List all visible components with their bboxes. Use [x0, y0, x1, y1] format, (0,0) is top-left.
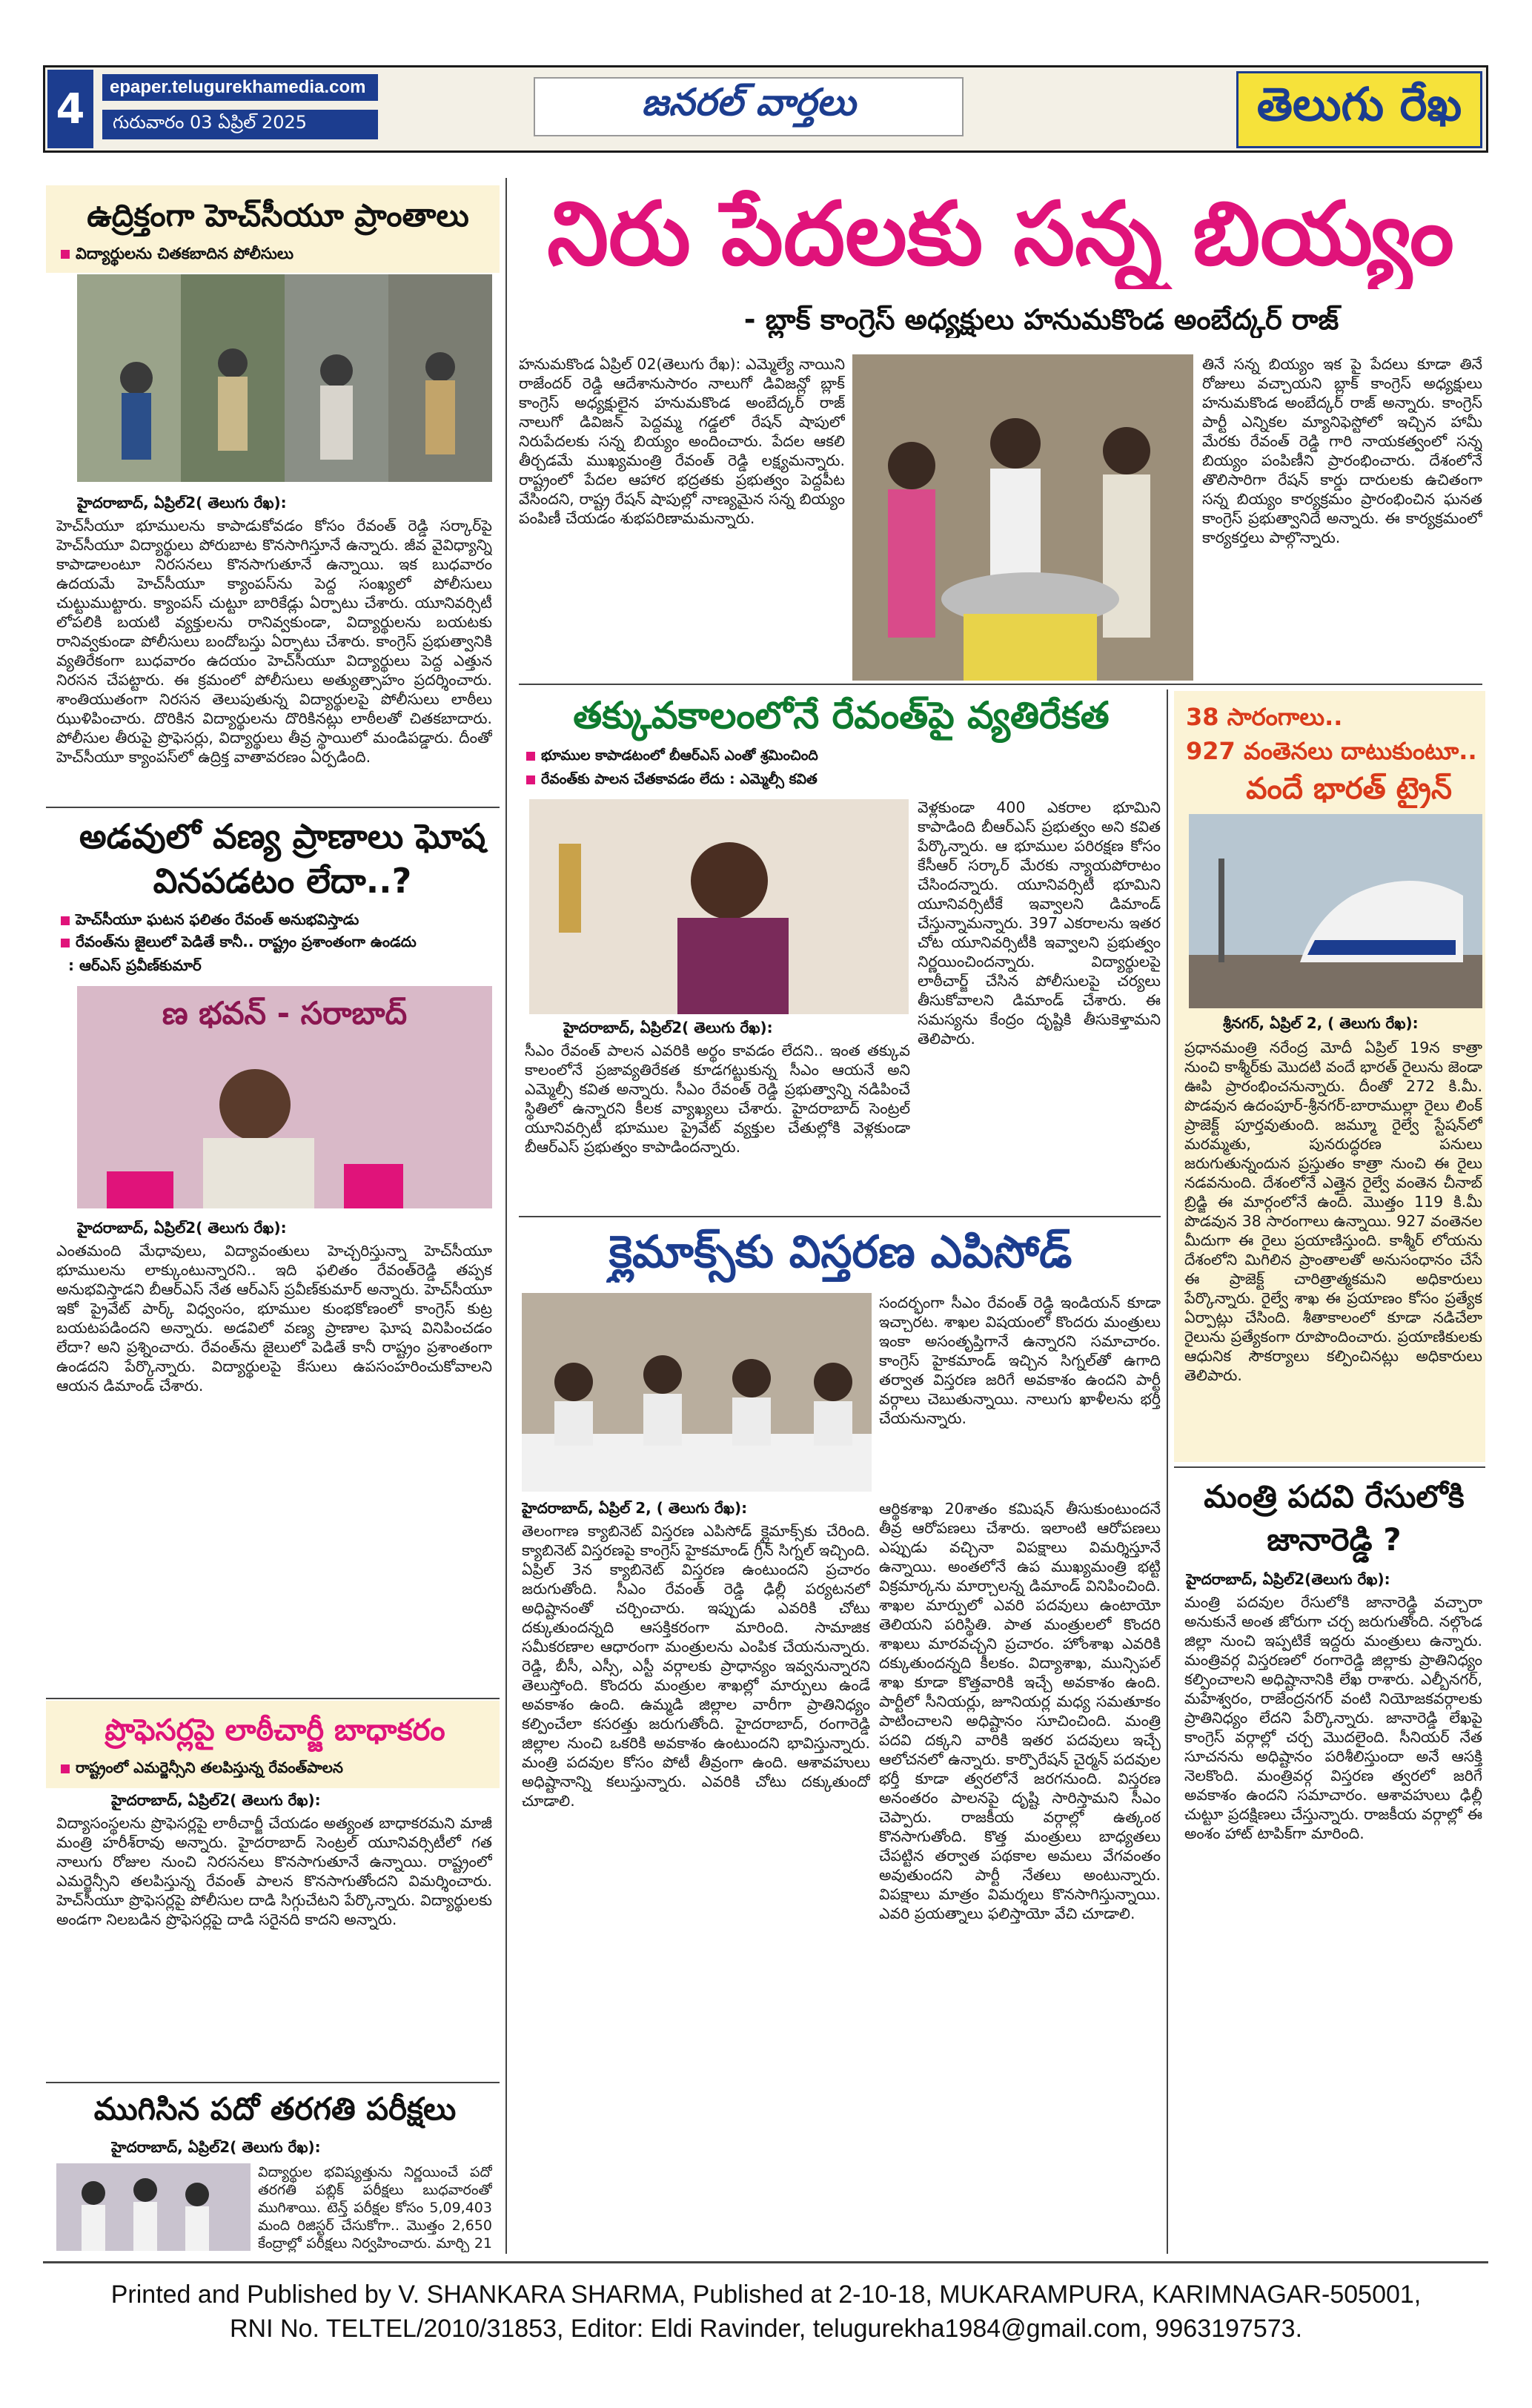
story6-kicker-2: 927 వంతెనలు దాటుకుంటూ.. — [1186, 737, 1477, 765]
story6-body: ప్రధానమంత్రి నరేంద్ర మోదీ ఏప్రిల్ 19న కాత్రా నుంచి కాశ్మీర్‌కు మొదటి వందే భారత్ రైలును జెండా ఊపి ప్రారంభించనున్నారు. దీంతో 272 కి.మీ. పొడవున ఉదంపూర్-శ్రీనగర్-బారాముల్లా రైలు లింక్ ప్రాజెక్ట్ పూర్తవుతుంది. జమ్మూ రైల్వే స్టేషన్‌లో మరమ్మతు, పునరుద్ధరణ పనులు జరుగుతున్నందున ప్రస్తుతం కాత్రా నుంచి ఈ రైలు నడవనుంది. దేశంలోనే ఎత్తైన రైల్వే వంతెన చీనాబ్ బ్రిడ్జి ఈ మార్గంలోనే ఉంది. మొత్తం 119 కి.మీ పొడవున 38 సారంగాలు ఉన్నాయి. 927 వంతెనల మీదుగా ఈ రైలు ప్రయాణిస్తుంది. కాశ్మీర్ లోయను దేశంలోని మిగిలిన ప్రాంతాలతో అనుసంధానం చేసే ఈ ప్రాజెక్ట్ చారిత్రాత్మకమని అధికారులు పేర్కొన్నారు. రైల్వే శాఖ ఈ ప్రయాణం కోసం ప్రత్యేక ఏర్పాట్లు చేసింది. శీతాకాలంలో కూడా నడిచేలా రైలును ప్రత్యేకంగా రూపొందించారు. ప్రయాణికులకు ఆధునిక సౌకర్యాలు కల్పించినట్లు అధికారులు తెలిపారు. — [1184, 1039, 1482, 1384]
story-divider — [519, 684, 1482, 685]
photo-banner-text: ణ భవన్ - సరాబాద్ — [162, 995, 408, 1031]
bullet-icon — [526, 752, 535, 761]
lead-subhead: - బ్లాక్ కాంగ్రెస్ అధ్యక్షులు హనుమకొండ అంబేద్కర్ రాజ్ — [743, 303, 1339, 336]
story8-body: తెలంగాణ క్యాబినెట్ విస్తరణ ఎపిసోడ్ క్లైమాక్స్‌కు చేరింది. క్యాబినెట్ విస్తరణపై కాంగ్రెస్ హైకమాండ్ గ్రీన్ సిగ్నల్ ఇచ్చింది. ఏప్రిల్ 3న క్యాబినెట్ విస్తరణ ఉంటుందని ప్రచారం జరుగుతోంది. సీఎం రేవంత్ రెడ్డి ఢిల్లీ పర్యటనలో అధిష్టానంతో చర్చించారు. ఇప్పుడు ఎవరికి చోటు దక్కుతుందన్నది ఆసక్తికరంగా మారింది. సామాజిక సమీకరణాల ఆధారంగా మంత్రులను ఎంపిక చేయనున్నారు. రెడ్డి, బీసీ, ఎస్సీ, ఎస్టీ వర్గాలకు ప్రాధాన్యం ఇవ్వనున్నారని తెలుస్తోంది. కొందరు మంత్రుల శాఖల్లో మార్పులు ఉండే అవకాశం ఉంది. ఉమ్మడి జిల్లాల వారీగా ప్రాతినిధ్యం కల్పించేలా కసరత్తు జరుగుతోంది. హైదరాబాద్, రంగారెడ్డి జిల్లాల నుంచి ఒకరికి అవకాశం ఉంటుందని భావిస్తున్నారు. మంత్రి పదవుల కోసం పోటీ తీవ్రంగా ఉంది. ఆశావహులు అధిష్టానాన్ని కలుస్తున్నారు. ఎవరికి చోటు దక్కుతుందో చూడాలి. — [522, 1522, 870, 1810]
story6-headline: వందే భారత్ ట్రైన్ — [1246, 772, 1452, 806]
page-number: 4 — [47, 70, 93, 148]
story3-headline: ప్రొఫెసర్లపై లాఠీచార్జీ బాధాకరం — [105, 1713, 445, 1747]
story4-photo — [56, 2163, 251, 2251]
footer-rule — [43, 2261, 1488, 2263]
lead-body-left: హనుమకొండ ఏప్రిల్ 02(తెలుగు రేఖ): ఎమ్మెల్యే నాయిని రాజేందర్ రెడ్డి ఆదేశానుసారం నాలుగో డివిజన్లో బ్లాక్ కాంగ్రెస్ అధ్యక్షులైన హనుమకొండ అంబేద్కర్ రాజ్ నాలుగో డివిజన్ పెద్దమ్మ గడ్డలో రేషన్ షాపులో నిరుపేదలకు సన్న బియ్యం అందించారు. పేదల ఆకలి తీర్చడమే ముఖ్యమంత్రి రేవంత్ రెడ్డి లక్ష్యమన్నారు. రాష్ట్రంలో పేదల ఆహార భద్రతకు ప్రభుత్వం పెద్దపీట వేసిందని, రాష్ట్ర రేషన్ షాపుల్లో నాణ్యమైన సన్న బియ్యం పంపిణీ చేయడం శుభపరిణామమన్నారు. — [519, 355, 845, 527]
speaker-illustration — [77, 986, 492, 1208]
story3-subhead: రాష్ట్రంలో ఎమర్జెన్సీని తలపిస్తున్న రేవంత్‌పాలన — [61, 1759, 498, 1779]
cabinet-meeting-illustration — [522, 1293, 872, 1492]
story4-dateline: హైదరాబాద్, ఏప్రిల్2( తెలుగు రేఖ): — [111, 2138, 321, 2156]
story5-subhead-1: భూముల కాపాడటంలో బీఆర్ఎస్ ఎంతో శ్రమించింది — [526, 747, 912, 768]
story2-dateline: హైదరాబాద్, ఏప్రిల్2( తెలుగు రేఖ): — [77, 1219, 287, 1237]
issue-date: గురువారం 03 ఏప్రిల్ 2025 — [102, 110, 378, 139]
bullet-icon — [61, 916, 70, 925]
column-rule — [505, 178, 507, 2254]
story3-body: విద్యాసంస్థలను ప్రొఫెసర్లపై లాఠీచార్జీ చేయడం అత్యంత బాధాకరమని మాజీ మంత్రి హరీశ్‌రావు అన్నారు. హైదరాబాద్ సెంట్రల్ యూనివర్సిటీలో గత నాలుగు రోజుల నుంచి నిరసనలు కొనసాగుతూనే ఉన్నాయి. రాష్ట్రంలో ఎమర్జెన్సీని తలపిస్తున్న రేవంత్ పాలన కొనసాగుతోందని విమర్శించారు. హెచ్‌సీయూ ప్రొఫెసర్లపై పోలీసుల దాడి సిగ్గుచేటని పేర్కొన్నారు. విద్యార్థులకు అండగా నిలబడిన ప్రొఫెసర్లపై దాడి సరైనది కాదని అన్నారు. — [56, 1814, 492, 1928]
imprint-line-2: RNI No. TELTEL/2010/31853, Editor: Eldi Ravinder, telugurekha1984@gmail.com, 9963197573. — [229, 2315, 1303, 2343]
story5-photo — [529, 799, 909, 1014]
story2-byline: : ఆర్ఎస్ ప్రవీణ్‌కుమార్ — [68, 956, 202, 974]
students-illustration — [56, 2163, 251, 2251]
story1-photo — [77, 274, 492, 482]
rice-distribution-illustration — [852, 354, 1193, 681]
vande-bharat-train-illustration — [1189, 814, 1482, 1008]
story5-dateline: హైదరాబాద్, ఏప్రిల్2( తెలుగు రేఖ): — [563, 1019, 773, 1036]
bullet-icon — [61, 1764, 70, 1773]
story6-kicker-1: 38 సారంగాలు.. — [1186, 703, 1343, 731]
story1-headline: ఉద్రిక్తంగా హెచ్‌సీయూ ప్రాంతాలు — [87, 197, 469, 234]
lead-body-right: తినే సన్న బియ్యం ఇక పై పేదలు కూడా తినే రోజులు వచ్చాయని బ్లాక్ కాంగ్రెస్ అధ్యక్షులు హనుమకొండ అంబేద్కర్ రాజ్ అన్నారు. కాంగ్రెస్ పార్టీ ఎన్నికల మ్యానిఫెస్టోలో ఇచ్చిన హామీ మేరకు రేవంత్ రెడ్డి గారి నాయకత్వంలో సన్న బియ్యం పంపిణీని ప్రారంభించారు. దేశంలోనే తొలిసారిగా రేషన్ కార్డు దారులకు ఉచితంగా సన్న బియ్యం కార్యక్రమం ప్రారంభించిన ఘనత కాంగ్రెస్ ప్రభుత్వానిదే అన్నారు. ఈ కార్యక్రమంలో కార్యకర్తలు పాల్గొన్నారు. — [1202, 355, 1482, 546]
imprint-footer — [0, 2278, 1532, 2346]
lead-headline: నిరు పేదలకు సన్న బియ్యం — [547, 182, 1454, 285]
story5-body-right: వెళ్లకుండా 400 ఎకరాల భూమిని కాపాడింది బీఆర్ఎస్ ప్రభుత్వం అని కవిత పేర్కొన్నారు. ఆ భూముల పరిరక్షణ కోసం కేసీఆర్ సర్కార్ మేరకు న్యాయపోరాటం చేసిందన్నారు. యూనివర్సిటీ భూమిని యూనివర్సిటీకే ఇవ్వాలని డిమాండ్ చేస్తున్నామన్నారు. 397 ఎకరాలను ఇతర చోట యూనివర్సిటీకి ఇవ్వాలని ప్రభుత్వం నిర్ణయించిందన్నారు. విద్యార్థులపై లాఠీచార్జ్ చేసిన పోలీసులపై చర్యలు తీసుకోవాలని డిమాండ్ చేశారు. ఈ సమస్యను కేంద్రం దృష్టికి తీసుకెళ్తామని తెలిపారు. — [918, 798, 1161, 1048]
story6-photo — [1189, 814, 1482, 1008]
story-divider — [46, 1698, 500, 1699]
story8-dateline: హైదరాబాద్, ఏప్రిల్ 2, ( తెలుగు రేఖ): — [522, 1499, 748, 1517]
story8-body-right: ఆర్థికశాఖ 20శాతం కమిషన్ తీసుకుంటుందనే తీవ్ర ఆరోపణలు చేశారు. ఇలాంటి ఆరోపణలు ఎప్పుడు వచ్చినా విపక్షాలు విమర్శిస్తూనే ఉన్నాయి. అంతలోనే ఉప ముఖ్యమంత్రి భట్టి విక్రమార్కను మార్చాలన్న డిమాండ్ వినిపించింది. శాఖల మార్పులో ఎవరి పదవులు ఉంటాయో తెలియని పరిస్థితి. పాత మంత్రులలో కొందరి శాఖలు మారవచ్చని ప్రచారం. హోంశాఖ ఎవరికి దక్కుతుందన్నది కీలకం. విద్యాశాఖ, మున్సిపల్ శాఖ కూడా కొత్తవారికి ఇచ్చే అవకాశం ఉంది. పార్టీలో సీనియర్లు, జూనియర్ల మధ్య సమతూకం పాటించాలని అధిష్టానం సూచించింది. మంత్రి పదవి దక్కని వారికి ఇతర పదవులు ఇచ్చే ఆలోచనలో ఉన్నారు. కార్పొరేషన్ చైర్మన్ పదవుల భర్తీ కూడా త్వరలోనే జరగనుంది. విస్తరణ అనంతరం పాలనపై దృష్టి సారిస్తామని సీఎం చెప్పారు. రాజకీయ వర్గాల్లో ఉత్కంఠ కొనసాగుతోంది. కొత్త మంత్రులు బాధ్యతలు చేపట్టిన తర్వాత పథకాల అమలు వేగవంతం అవుతుందని పార్టీ నేతలు అంటున్నారు. విపక్షాలు మాత్రం విమర్శలు కొనసాగిస్తున్నాయి. ఎవరి ప్రయత్నాలు ఫలిస్తాయో వేచి చూడాలి. — [879, 1500, 1161, 1922]
story7-dateline: హైదరాబాద్, ఏప్రిల్2(తెలుగు రేఖ): — [1186, 1570, 1390, 1588]
newspaper-logo: తెలుగు రేఖ — [1236, 71, 1482, 148]
story1-subhead: విద్యార్థులను చితకబాదిన పోలీసులు — [61, 245, 498, 267]
story-divider — [1174, 1466, 1485, 1468]
imprint-line-1: Printed and Published by V. SHANKARA SHARMA, Published at 2-10-18, MUKARAMPURA, KARIMNAGAR-505001, — [110, 2280, 1422, 2309]
story2-subhead-2: రేవంత్‌ను జైలులో పెడితే కానీ.. రాష్ట్రం ప్రశాంతంగా ఉండదు — [61, 933, 498, 953]
bullet-icon — [61, 250, 70, 259]
story4-body: విద్యార్థుల భవిష్యత్తును నిర్ణయించే పదో తరగతి పబ్లిక్ పరీక్షలు బుధవారంతో ముగిశాయి. టెన్త్ పరీక్షల కోసం 5,09,403 మంది రిజిస్టర్ చేసుకోగా.. మొత్తం 2,650 కేంద్రాల్లో పరీక్షలు నిర్వహించారు. మార్చి 21 — [258, 2164, 492, 2252]
kavitha-illustration — [529, 799, 909, 1014]
story5-subhead-2: రేవంత్‌కు పాలన చేతకావడం లేదు : ఎమ్మెల్సీ కవిత — [526, 771, 912, 792]
bullet-icon — [526, 775, 535, 784]
section-title: జనరల్ వార్తలు — [534, 77, 964, 136]
story3-dateline: హైదరాబాద్, ఏప్రిల్2( తెలుగు రేఖ): — [111, 1791, 321, 1809]
story8-photo — [522, 1293, 872, 1492]
story-divider — [46, 2082, 500, 2083]
story4-headline: ముగిసిన పదో తరగతి పరీక్షలు — [93, 2091, 457, 2127]
story1-dateline: హైదరాబాద్, ఏప్రిల్2( తెలుగు రేఖ): — [77, 494, 287, 512]
story1-body: హెచ్‌సీయూ భూములను కాపాడుకోవడం కోసం రేవంత్ రెడ్డి సర్కార్‌పై హెచ్‌సీయూ విద్యార్థులు పోరుబాట కొనసాగిస్తూనే ఉన్నారు. జీవ వైవిధ్యాన్ని కాపాడాలంటూ నిరసనలు కొనసాగుతూనే ఉన్నాయి. ఇక బుధవారం ఉదయమే హెచ్‌సీయూ క్యాంపస్‌ను పెద్ద సంఖ్యలో పోలీసులు చుట్టుముట్టారు. క్యాంపస్ చుట్టూ బారికేడ్లు ఏర్పాటు చేశారు. యూనివర్సిటీ లోపలికి బయటి వ్యక్తులను రానివ్వకుండా, విద్యార్థులను బయటకు రానివ్వకుండా పోలీసులు బందోబస్తు ఏర్పాటు చేశారు. కాంగ్రెస్ ప్రభుత్వానికి వ్యతిరేకంగా బుధవారం ఉదయం హెచ్‌సీయూ విద్యార్థులు పెద్ద ఎత్తున నిరసన చేపట్టారు. ఈ క్రమంలో పోలీసులు అత్యుత్సాహం ప్రదర్శించారు. శాంతియుతంగా నిరసన తెలుపుతున్న విద్యార్థులపై పోలీసులు లాఠీలు ఝుళిపించారు. దొరికిన విద్యార్థులను దొరికినట్లు లాఠీలతో చితకబాదారు. పోలీసుల తీరుపై ప్రొఫెసర్లు, విద్యార్థులు తీవ్ర స్థాయిలో మండిపడ్డారు. దీంతో హెచ్‌సీయూ క్యాంపస్‌లో ఉద్రిక్త వాతావరణం ఏర్పడింది. — [56, 517, 492, 766]
protest-photo-illustration — [77, 274, 492, 482]
story5-headline: తక్కువకాలంలోనే రేవంత్‌పై వ్యతిరేకత — [573, 694, 1110, 737]
story2-subhead-1: హెచ్‌సీయూ ఘటన ఫలితం రేవంత్ అనుభవిస్తాడు — [61, 910, 498, 931]
story7-body: మంత్రి పదవుల రేసులోకి జానారెడ్డి వచ్చారా అనుకునే అంత జోరుగా చర్చ జరుగుతోంది. నల్గొండ జిల్లా నుంచి ఇప్పటికే ఇద్దరు మంత్రులు ఉన్నారు. మంత్రివర్గ విస్తరణలో రంగారెడ్డి జిల్లాకు ప్రాతినిధ్యం కల్పించాలని అధిష్టానానికి లేఖ రాశారు. ఎల్బీనగర్, మహేశ్వరం, రాజేంద్రనగర్ వంటి నియోజకవర్గాలకు ప్రాతినిధ్యం లేదని పేర్కొన్నారు. జానారెడ్డి లేఖపై కాంగ్రెస్ వర్గాల్లో చర్చ మొదలైంది. సీనియర్ నేత సూచనను అధిష్టానం పరిశీలిస్తుందా అనే ఆసక్తి నెలకొంది. మంత్రివర్గ విస్తరణ త్వరలో జరిగే అవకాశం ఉందని సమాచారం. ఆశావహులు ఢిల్లీ చుట్టూ ప్రదక్షిణలు చేస్తున్నారు. రాజకీయ వర్గాల్లో ఈ అంశం హాట్ టాపిక్‌గా మారింది. — [1184, 1593, 1482, 1842]
lead-photo — [852, 354, 1193, 681]
story7-headline: మంత్రి పదవి రేసులోకి జానారెడ్డి ? — [1204, 1478, 1465, 1558]
story6-dateline: శ్రీనగర్, ఏప్రిల్ 2, ( తెలుగు రేఖ): — [1223, 1014, 1419, 1032]
story-divider — [519, 1216, 1161, 1217]
bullet-icon — [61, 939, 70, 947]
site-url-link[interactable]: epaper.telugurekhamedia.com — [102, 74, 378, 101]
story8-body-right-top: సందర్భంగా సీఎం రేవంత్ రెడ్డి ఇండియన్ కూడా ఇచ్చారట. శాఖల విషయంలో కొందరు మంత్రులు ఇంకా అసంతృప్తిగానే ఉన్నారని సమాచారం. కాంగ్రెస్ హైకమాండ్ ఇచ్చిన సిగ్నల్‌తో ఉగాది తర్వాత విస్తరణ జరిగే అవకాశం ఉందని పార్టీ వర్గాలు చెబుతున్నాయి. నాలుగు ఖాళీలను భర్తీ చేయనున్నారు. — [879, 1294, 1161, 1427]
column-rule — [1167, 689, 1168, 2254]
story2-photo — [77, 986, 492, 1208]
story8-headline: క్లైమాక్స్‌కు విస్తరణ ఎపిసోడ్ — [609, 1226, 1072, 1278]
story2-body: ఎంతమంది మేధావులు, విద్యావంతులు హెచ్చరిస్తున్నా హెచ్‌సీయూ భూములను లాక్కుంటున్నారని.. ఇది ఫలితం రేవంత్‌రెడ్డి తప్పక అనుభవిస్తాడని బీఆర్ఎస్ నేత ఆర్ఎస్ ప్రవీణ్‌కుమార్ అన్నారు. హెచ్‌సీయూ ఇకో ప్రైవేట్ పార్క్ విధ్వంసం, భూముల కుంభకోణంలో కాంగ్రెస్ కుట్ర బయటపడిందని అన్నారు. అడవిలో వణ్య ప్రాణాల ఘోష వినిపించడం లేదా? అని ప్రశ్నించారు. రేవంత్‌ను జైలులో పెడితే కానీ రాష్ట్రం ప్రశాంతంగా ఉండదని పేర్కొన్నారు. విద్యార్థులపై కేసులు ఉపసంహరించుకోవాలని ఆయన డిమాండ్ చేశారు. — [56, 1242, 492, 1395]
story2-headline: అడవులో వణ్య ప్రాణాలు ఘోష వినపడటం లేదా..? — [79, 816, 486, 901]
story-divider — [46, 807, 500, 808]
story5-body-left: సీఎం రేవంత్ పాలన ఎవరికి అర్థం కావడం లేదని.. ఇంత తక్కువ కాలంలోనే ప్రజావ్యతిరేకత కూడగట్టుకున్న సీఎం ఆయనే అని ఎమ్మెల్సీ కవిత అన్నారు. సీఎం రేవంత్ రెడ్డి ప్రభుత్వాన్ని నడిపించే స్థితిలో ఉన్నారని కీలక వ్యాఖ్యలు చేశారు. హైదరాబాద్ సెంట్రల్ యూనివర్సిటీ భూముల ప్రైవేట్ వ్యక్తుల చేతుల్లోకి వెళ్లకుండా బీఆర్ఎస్ ప్రభుత్వం కాపాడిందన్నారు. — [525, 1042, 910, 1156]
